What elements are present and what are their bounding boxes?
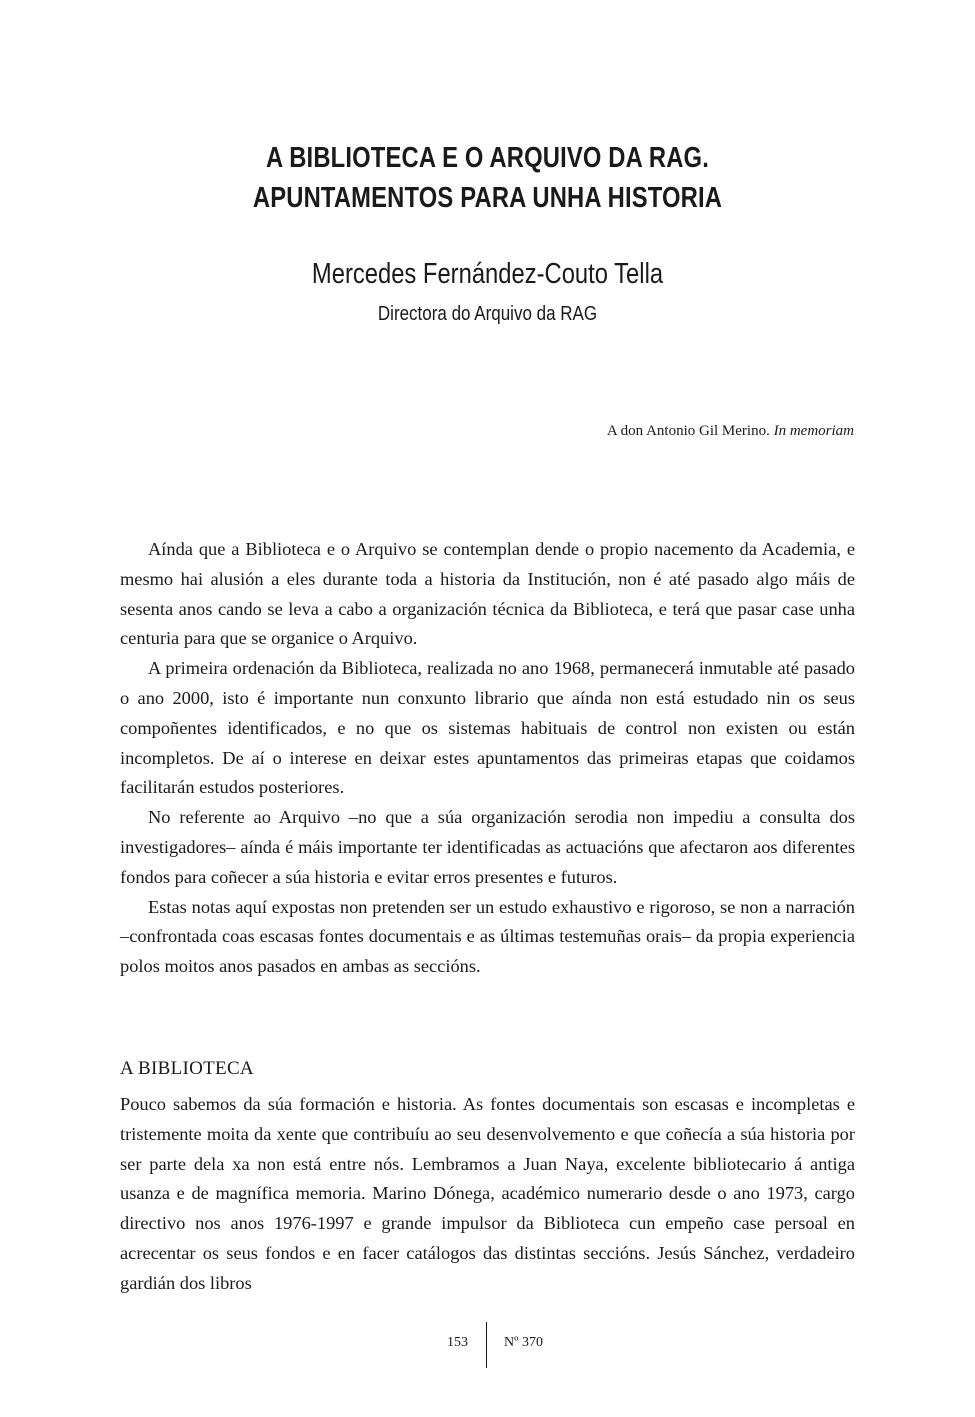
- footer-divider: [486, 1322, 487, 1368]
- article-title: [88, 138, 888, 218]
- paragraph: Estas notas aquí expostas non pretenden ser un estudo exhaustivo e rigoroso, se non a narración –confrontada coas escasas fontes documentais e as últimas testemuñas orais– da propia experiencia polos moitos anos pasados en ambas as seccións.: [120, 896, 855, 977]
- author-role: Directora do Arquivo da RAG: [377, 303, 598, 325]
- issue-number: Nº 370: [504, 1335, 543, 1350]
- dedication-text: A don Antonio Gil Merino.: [606, 423, 774, 439]
- author-name: Mercedes Fernández-Couto Tella: [311, 258, 664, 290]
- section-heading: A BIBLIOTECA: [120, 1058, 254, 1079]
- page-number: 153: [447, 1335, 468, 1350]
- paragraph: Pouco sabemos da súa formación e historia. As fontes documentais son escasas e incompletas e tristemente moita da xente que contribuíu ao seu desenvolvemento e que coñecía a súa historia por ser parte dela xa non está entre nós. Lembramos a Juan Naya, excelente bibliotecario á antiga usanza e de magnífica memoria. Marino Dónega, académico numerario desde o ano 1973, cargo directivo nos anos 1976-1997 e grande impulsor da Biblioteca cun empeño case persoal en acrecentar os seus fondos e en facer catálogos das distintas seccións. Jesús Sánchez, verdadeiro gardián dos libros: [120, 1094, 855, 1293]
- dedication-italic: In memoriam: [773, 423, 854, 439]
- dedication: [607, 420, 854, 442]
- title-line-2: APUNTAMENTOS PARA UNHA HISTORIA: [252, 182, 723, 214]
- paragraph: A primeira ordenación da Biblioteca, realizada no ano 1968, permanecerá inmutable até pasado o ano 2000, isto é importante nun conxunto librario que aínda non está estudado nin os seus compoñentes identificados, e no que os sistemas habituais de control non existen ou están incompletos. De aí o interese en deixar estes apuntamentos das primeiras etapas que coidamos facilitarán estudos posteriores.: [120, 658, 855, 798]
- section-text: [120, 1090, 855, 1299]
- paragraph: Aínda que a Biblioteca e o Arquivo se contemplan dende o propio nacemento da Academia, e mesmo hai alusión a eles durante toda a historia da Institución, non é até pasado algo máis de sesenta anos cando se leva a cabo a organización técnica da Biblioteca, e terá que pasar case unha centuria para que se organice o Arquivo.: [120, 539, 855, 649]
- intro-text: [120, 535, 855, 982]
- title-line-1: A BIBLIOTECA E O ARQUIVO DA RAG.: [265, 142, 709, 174]
- paragraph: No referente ao Arquivo –no que a súa organización serodia non impediu a consulta dos investigadores– aínda é máis importante ter identificadas as actuacións que afectaron aos diferentes fondos para coñecer a súa historia e evitar erros presentes e futuros.: [120, 807, 855, 887]
